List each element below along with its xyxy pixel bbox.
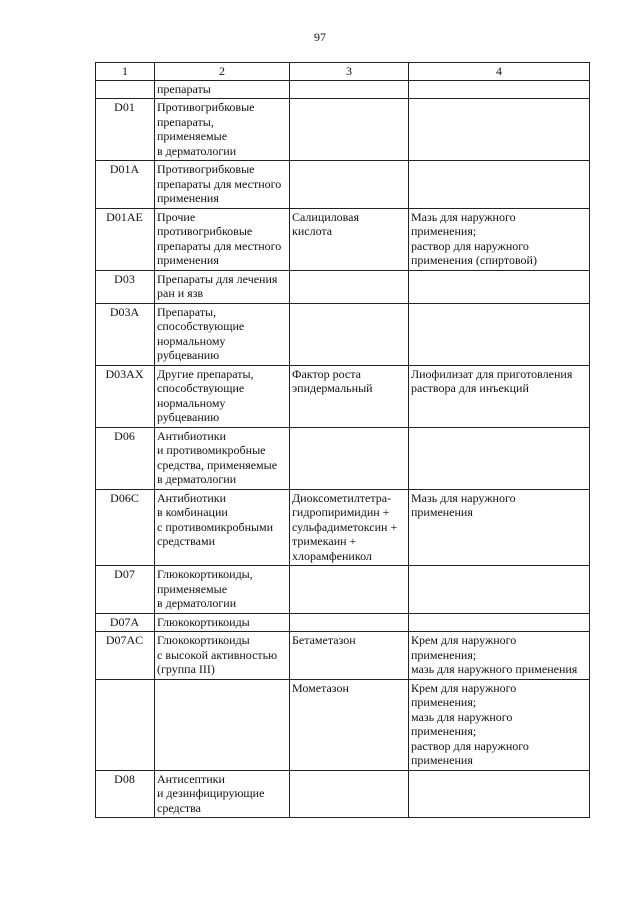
table-row	[96, 770, 590, 818]
column-header-1: 1	[96, 63, 155, 81]
table-row	[96, 365, 590, 427]
atc-code-cell: D06C	[96, 489, 155, 566]
group-name-cell: Противогрибковые препараты для местного применения	[155, 161, 290, 209]
group-name-cell: Прочие противогрибковые препараты для местного применения	[155, 208, 290, 270]
atc-code-cell: D01	[96, 99, 155, 161]
substance-cell: Диоксометилтетра- гидропиримидин + сульфадиметоксин + тримекаин + хлорамфеникол	[290, 489, 409, 566]
table-row	[96, 80, 590, 99]
atc-code-cell	[96, 679, 155, 770]
dosage-form-cell	[409, 303, 590, 365]
group-name-cell	[155, 679, 290, 770]
table-row	[96, 208, 590, 270]
dosage-form-cell	[409, 161, 590, 209]
dosage-form-cell: Крем для наружного применения; мазь для наружного применения	[409, 632, 590, 680]
dosage-form-cell	[409, 270, 590, 303]
group-name-cell: Противогрибковые препараты, применяемые в дерматологии	[155, 99, 290, 161]
dosage-form-cell	[409, 80, 590, 99]
substance-cell	[290, 613, 409, 632]
group-name-cell: Препараты, способствующие нормальному рубцеванию	[155, 303, 290, 365]
atc-code-cell: D07A	[96, 613, 155, 632]
dosage-form-cell	[409, 770, 590, 818]
column-header-4: 4	[409, 63, 590, 81]
column-header-2: 2	[155, 63, 290, 81]
atc-code-cell: D03A	[96, 303, 155, 365]
atc-code-cell: D03AX	[96, 365, 155, 427]
page-number: 97	[314, 30, 326, 44]
table-row	[96, 632, 590, 680]
substance-cell	[290, 427, 409, 489]
table-row	[96, 270, 590, 303]
dosage-form-cell	[409, 613, 590, 632]
group-name-cell: препараты	[155, 80, 290, 99]
atc-code-cell: D01A	[96, 161, 155, 209]
substance-cell	[290, 770, 409, 818]
substance-cell: Бетаметазон	[290, 632, 409, 680]
table-body	[96, 80, 590, 818]
atc-code-cell: D07	[96, 566, 155, 614]
table-row	[96, 613, 590, 632]
drug-table	[95, 62, 590, 818]
table-row	[96, 99, 590, 161]
table-row	[96, 566, 590, 614]
group-name-cell: Антибиотики в комбинации с противомикробными средствами	[155, 489, 290, 566]
group-name-cell: Препараты для лечения ран и язв	[155, 270, 290, 303]
atc-code-cell: D07AC	[96, 632, 155, 680]
atc-code-cell: D06	[96, 427, 155, 489]
group-name-cell: Антибиотики и противомикробные средства, применяемые в дерматологии	[155, 427, 290, 489]
table-row	[96, 303, 590, 365]
substance-cell	[290, 161, 409, 209]
group-name-cell: Глюкокортикоиды, применяемые в дерматологии	[155, 566, 290, 614]
dosage-form-cell: Лиофилизат для приготовления раствора для инъекций	[409, 365, 590, 427]
table-row	[96, 427, 590, 489]
group-name-cell: Антисептики и дезинфицирующие средства	[155, 770, 290, 818]
dosage-form-cell	[409, 427, 590, 489]
group-name-cell: Глюкокортикоиды	[155, 613, 290, 632]
table-row	[96, 679, 590, 770]
substance-cell: Салициловая кислота	[290, 208, 409, 270]
substance-cell	[290, 303, 409, 365]
column-header-3: 3	[290, 63, 409, 81]
dosage-form-cell: Мазь для наружного применения; раствор для наружного применения (спиртовой)	[409, 208, 590, 270]
substance-cell: Фактор роста эпидермальный	[290, 365, 409, 427]
substance-cell	[290, 99, 409, 161]
atc-code-cell: D03	[96, 270, 155, 303]
dosage-form-cell	[409, 99, 590, 161]
substance-cell	[290, 80, 409, 99]
dosage-form-cell: Крем для наружного применения; мазь для наружного применения; раствор для наружного применения	[409, 679, 590, 770]
table-row	[96, 489, 590, 566]
atc-code-cell	[96, 80, 155, 99]
atc-code-cell: D08	[96, 770, 155, 818]
atc-code-cell: D01AE	[96, 208, 155, 270]
substance-cell: Мометазон	[290, 679, 409, 770]
table-header-row	[96, 63, 590, 81]
table-row	[96, 161, 590, 209]
dosage-form-cell: Мазь для наружного применения	[409, 489, 590, 566]
dosage-form-cell	[409, 566, 590, 614]
substance-cell	[290, 566, 409, 614]
group-name-cell: Другие препараты, способствующие нормальному рубцеванию	[155, 365, 290, 427]
group-name-cell: Глюкокортикоиды с высокой активностью (группа III)	[155, 632, 290, 680]
substance-cell	[290, 270, 409, 303]
